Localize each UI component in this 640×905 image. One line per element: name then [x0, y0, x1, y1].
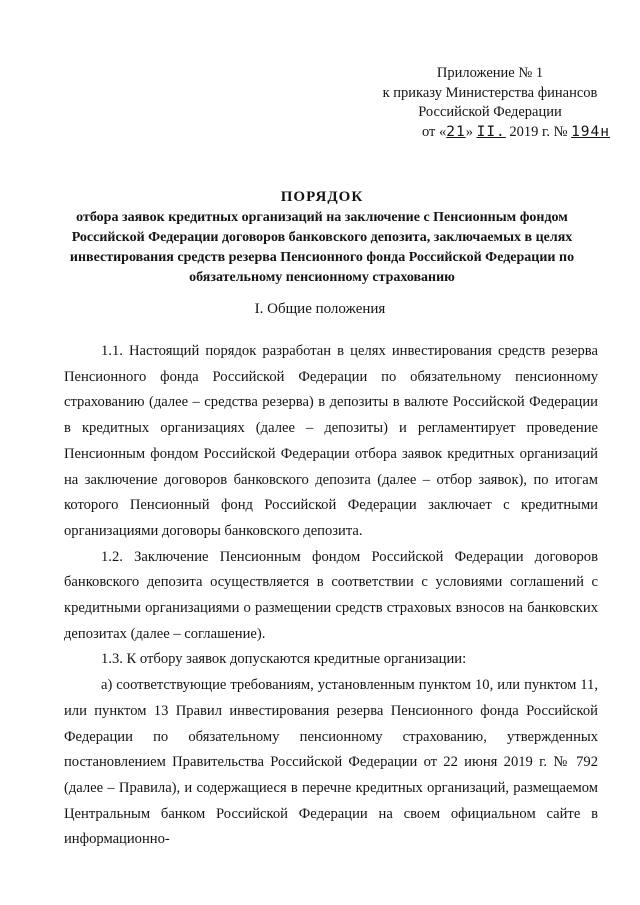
- appendix-country: Российской Федерации: [418, 104, 562, 120]
- paragraph-1-3: 1.3. К отбору заявок допускаются кредитные организации:: [101, 651, 467, 668]
- document-title: ПОРЯДОК: [280, 189, 364, 205]
- order-day: 21: [446, 123, 466, 140]
- paragraph-1-1: 1.1. Настоящий порядок разработан в целях инвестирования средств резерва Пенсионного фонда Российской Федерации по обязательному пенсионному страхованию (далее – средства резерва) в депозиты в валюте Российской Федерации в кредитных организациях (далее – депозиты) и регламентирует проведение Пенсионным фондом Российской Федерации отбора заявок кредитных организаций на заключение договоров банковского депозита (далее – отбор заявок), по итогам которого Пенсионный фонд Российской Федерации заключает с кредитными организациями договоры банковского депозита.: [64, 343, 598, 539]
- document-title-block: [58, 186, 586, 288]
- appendix-order-reference: к приказу Министерства финансов: [382, 84, 598, 101]
- appendix-header: [360, 64, 620, 142]
- section-heading: I. Общие положения: [254, 301, 386, 317]
- order-number: 194н: [571, 123, 610, 140]
- document-subtitle: отбора заявок кредитных организаций на заключение с Пенсионным фондом Российской Федерации договоров банковского депозита, заключаемых в целях инвестирования средств резерва Пенсионного фонда Российской Федерации по обязательному пенсионному страхованию: [69, 210, 575, 285]
- order-separator-2: 2019 г. №: [505, 123, 572, 140]
- appendix-number: Приложение № 1: [436, 65, 544, 81]
- order-separator-1: »: [465, 123, 477, 140]
- order-prefix: от «: [421, 123, 447, 140]
- order-date-line: [360, 123, 620, 143]
- paragraph-1-2: 1.2. Заключение Пенсионным фондом Российской Федерации договоров банковского депозита осуществляется в соответствии с условиями соглашений с кредитными организациями о размещении средств страховых взносов на банковских депозитах (далее – соглашение).: [64, 548, 598, 642]
- paragraph-1-3-a: а) соответствующие требованиям, установленным пунктом 10, или пунктом 11, или пунктом 13 Правил инвестирования резерва Пенсионного фонда Российской Федерации по обязательному пенсионному страхованию, утвержденных постановлением Правительства Российской Федерации от 22 июня 2019 г. № 792 (далее – Правила), и содержащиеся в перечне кредитных организаций, размещаемом Центральным банком Российской Федерации на своем официальном сайте в информационно-: [64, 677, 598, 848]
- document-body: [64, 339, 598, 853]
- order-month: II.: [476, 123, 506, 140]
